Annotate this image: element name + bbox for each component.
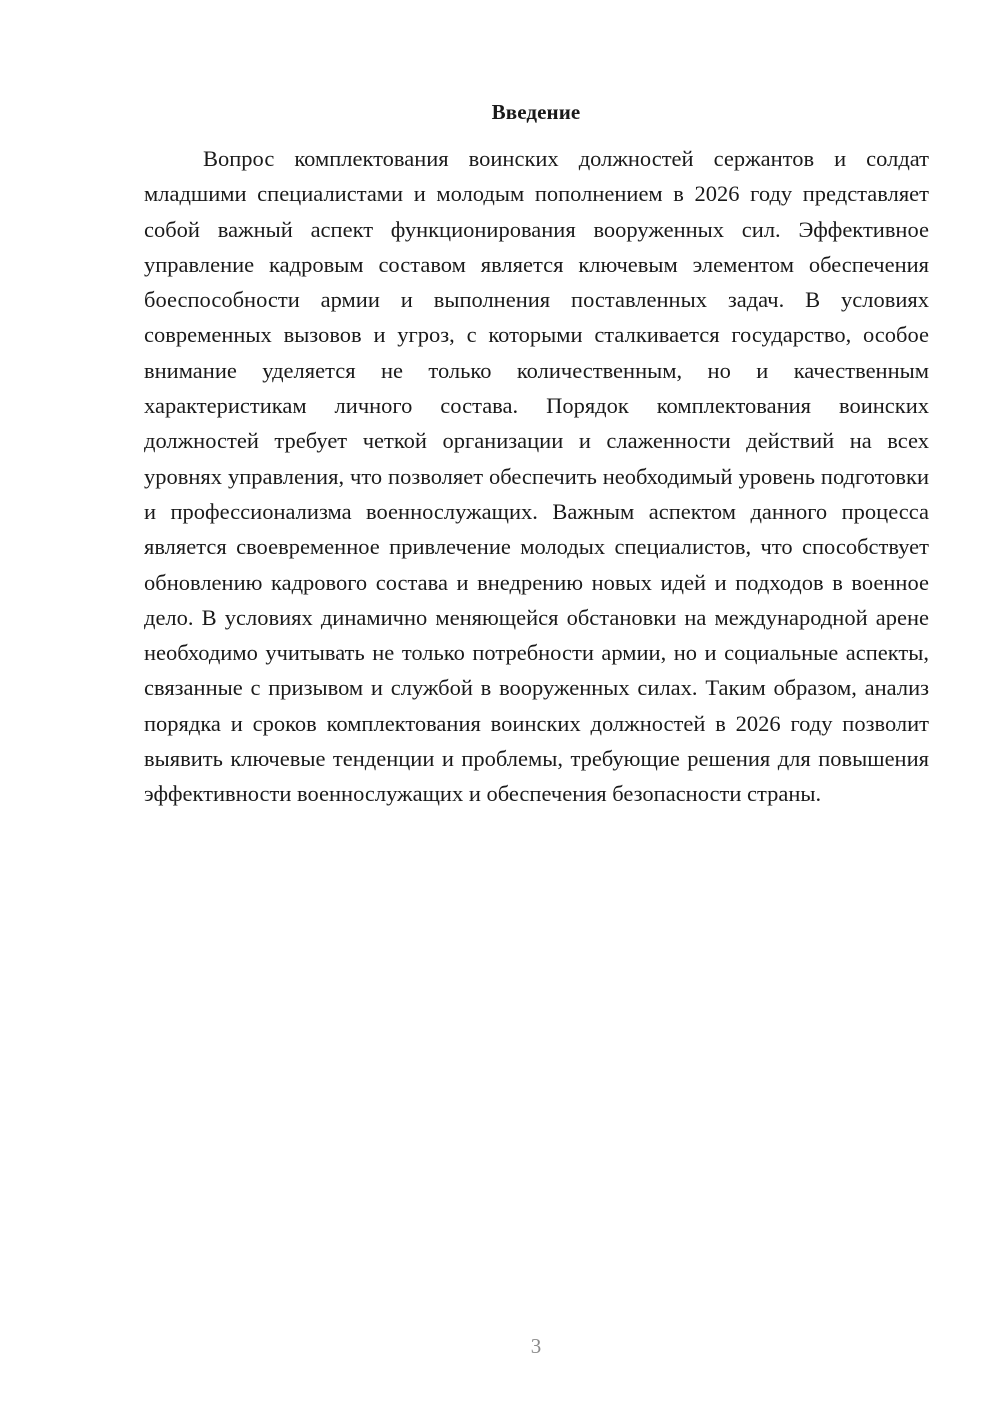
body-paragraph: Вопрос комплектования воинских должностей сержантов и солдат младшими специалистами и молодым пополнением в 2026 году представляет собой важный аспект функционирования вооруженных сил. Эффективное управление кадровым составом является ключевым элементом обеспечения боеспособности армии и выполнения поставленных задач. В условиях современных вызовов и угроз, с которыми сталкивается государство, особое внимание уделяется не только количественным, но и качественным характеристикам личного состава. Порядок комплектования воинских должностей требует четкой организации и слаженности действий на всех уровнях управления, что позволяет обеспечить необходимый уровень подготовки и профессионализма военнослужащих. Важным аспектом данного процесса является своевременное привлечение молодых специалистов, что способствует обновлению кадрового состава и внедрению новых идей и подходов в военное дело. В условиях динамично меняющейся обстановки на международной арене необходимо учитывать не только потребности армии, но и социальные аспекты, связанные с призывом и службой в вооруженных силах. Таким образом, анализ порядка и сроков комплектования воинских должностей в 2026 году позволит выявить ключевые тенденции и проблемы, требующие решения для повышения эффективности военнослужащих и обеспечения безопасности страны. [144, 146, 929, 807]
section-heading: Введение [491, 100, 581, 124]
page-number: 3 [530, 1334, 542, 1358]
